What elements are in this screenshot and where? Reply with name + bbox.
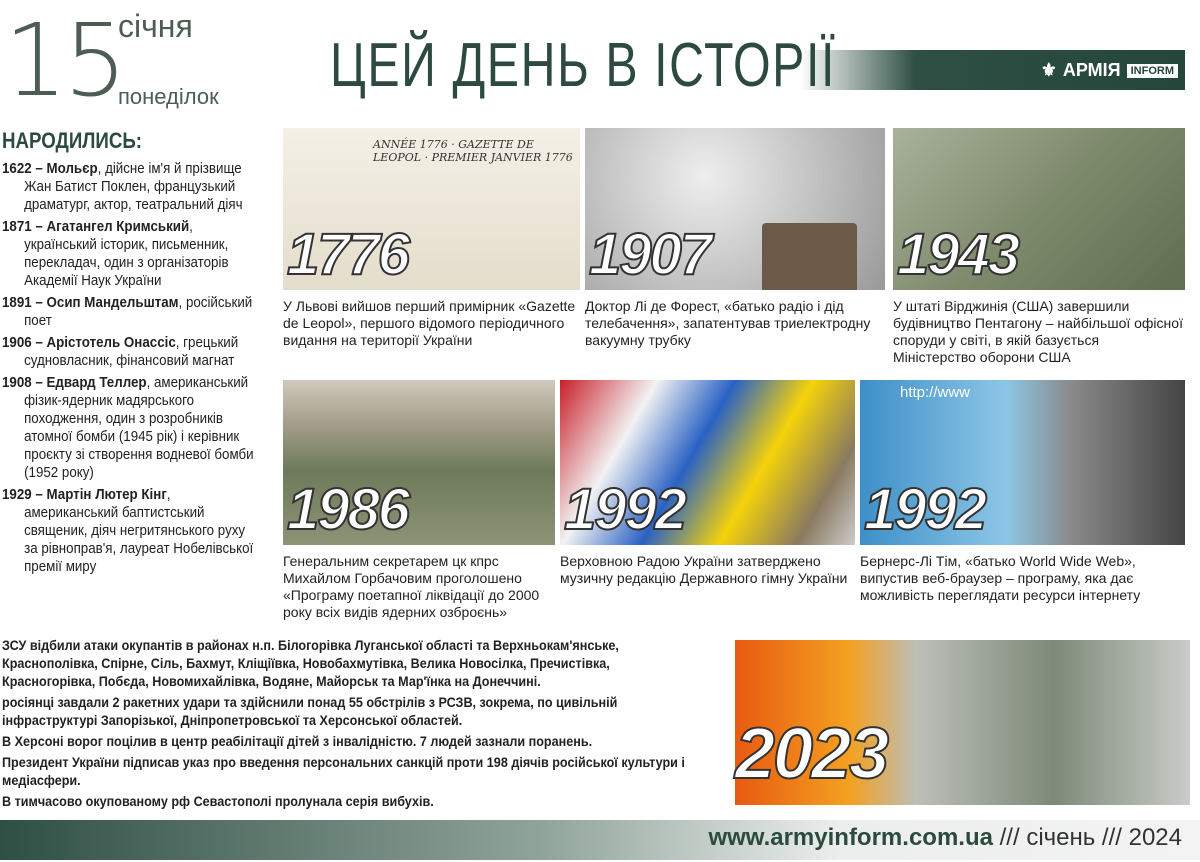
event-caption: У штаті Вірджинія (США) завершили будівництво Пентагону – найбільшої офісної споруди у світі, в якій базується Міністерство оборони США — [893, 298, 1183, 365]
footer-url[interactable]: www.armyinform.com.ua — [708, 824, 993, 851]
birth-item: 1906 – Арістотель Онассіс, грецький судновласник, фінансовий магнат — [2, 335, 239, 369]
logo-text: АРМІЯ — [1062, 60, 1121, 80]
page-title: ЦЕЙ ДЕНЬ В ІСТОРІЇ — [330, 31, 836, 100]
trident-icon: ⚜ — [1040, 60, 1057, 80]
event-card-1943 — [893, 128, 1185, 366]
footer-text: www.armyinform.com.ua /// січень /// 2024 — [708, 824, 1182, 851]
event-caption: Генеральним секретарем цк кпрс Михайлом Горбачовим проголошено «Програму поетапної ліквідації до 2000 року всіх видів ядерних озброєнь» — [283, 553, 540, 620]
logo-badge: INFORM — [1127, 64, 1178, 78]
birth-item: 1929 – Мартін Лютер Кінг, американський баптистський священик, діяч негритянського руху за рівноправ'я, лауреат Нобелівської премії миру — [2, 487, 254, 575]
missiles-image: 1986 — [283, 380, 555, 545]
news-item: Президент України підписав указ про введення персональних санкцій проти 198 діячів російської культури і медіасфери. — [2, 754, 685, 788]
news-item: ЗСУ відбили атаки окупантів в районах н.п. Білогорівка Луганської області та Верхньокам'янське, Краснополівка, Спірне, Сіль, Бахмут, Кліщіївка, Новобахмутівка, Велика Новосілка, Пречистівка, Красногорівка, Побєда, Новомихайлівка, Водяне, Майорськ та Мар'їнка на Донеччині. — [2, 637, 619, 689]
gazette-image: ANNÉE 1776 · GAZETTE DE LEOPOL · PREMIER JANVIER 1776 1776 — [283, 128, 580, 290]
birth-item: 1871 – Агатангел Кримський, український історик, письменник, перекладач, один з організаторів Академії Наук України — [2, 219, 229, 289]
birth-item: 1622 – Мольєр, дійсне ім'я й прізвище Жан Батист Поклен, французький драматург, актор, театральний діяч — [2, 161, 243, 213]
news-item: В Херсоні ворог поцілив в центр реабілітації дітей з інвалідністю. 7 людей зазнали поранень. — [2, 733, 593, 749]
birth-item: 1891 – Осип Мандельштам, російський поет — [2, 295, 253, 329]
armyinform-logo[interactable] — [1041, 60, 1178, 81]
vacuum-tube-image: 1907 — [585, 128, 885, 290]
event-caption: Доктор Лі де Форест, «батько радіо і дід телебачення», запатентував триелектродну вакуумну трубку — [585, 298, 871, 348]
news-2023 — [2, 636, 686, 813]
month-label: січня — [118, 8, 193, 44]
news-item: В тимчасово окупованому рф Севастополі пролунала серія вибухів. — [2, 793, 434, 809]
births-heading: НАРОДИЛИСЬ: — [2, 128, 143, 153]
news-item: росіянці завдали 2 ракетних удари та здійснили понад 55 обстрілів з РСЗВ, зокрема, по цивільній інфраструктурі Запорізької, Дніпропетровської та Херсонської областей. — [2, 694, 618, 728]
event-card-1907 — [585, 128, 885, 349]
pentagon-image: 1943 — [893, 128, 1185, 290]
flags-image: 1992 — [560, 380, 855, 545]
day-number: 15 — [4, 2, 124, 119]
births-list — [2, 160, 260, 580]
event-caption: У Львові вийшов перший примірник «Gazette de Leopol», першого відомого періодичного видання на території України — [283, 298, 576, 348]
event-caption: Верховною Радою України затверджено музичну редакцію Державного гімну України — [560, 553, 848, 586]
weekday-label: понеділок — [118, 84, 219, 109]
event-card-1992-www — [860, 380, 1185, 604]
event-card-1992-anthem — [560, 380, 855, 587]
berners-lee-image: http://www 1992 — [860, 380, 1185, 545]
birth-item: 1908 – Едвард Теллер, американський фізик-ядерник мадярського походження, один з розробників атомної бомби (1945 рік) і керівник проєкту зі створення водневої бомби (1952 року) — [2, 375, 254, 481]
event-card-1776 — [283, 128, 580, 349]
destroyed-vehicles-image: 2023 — [735, 640, 1190, 805]
event-caption: Бернерс-Лі Тім, «батько World Wide Web», випустив веб-браузер – програму, яка дає можливість переглядати ресурси інтернету — [860, 553, 1141, 603]
event-card-1986 — [283, 380, 555, 621]
